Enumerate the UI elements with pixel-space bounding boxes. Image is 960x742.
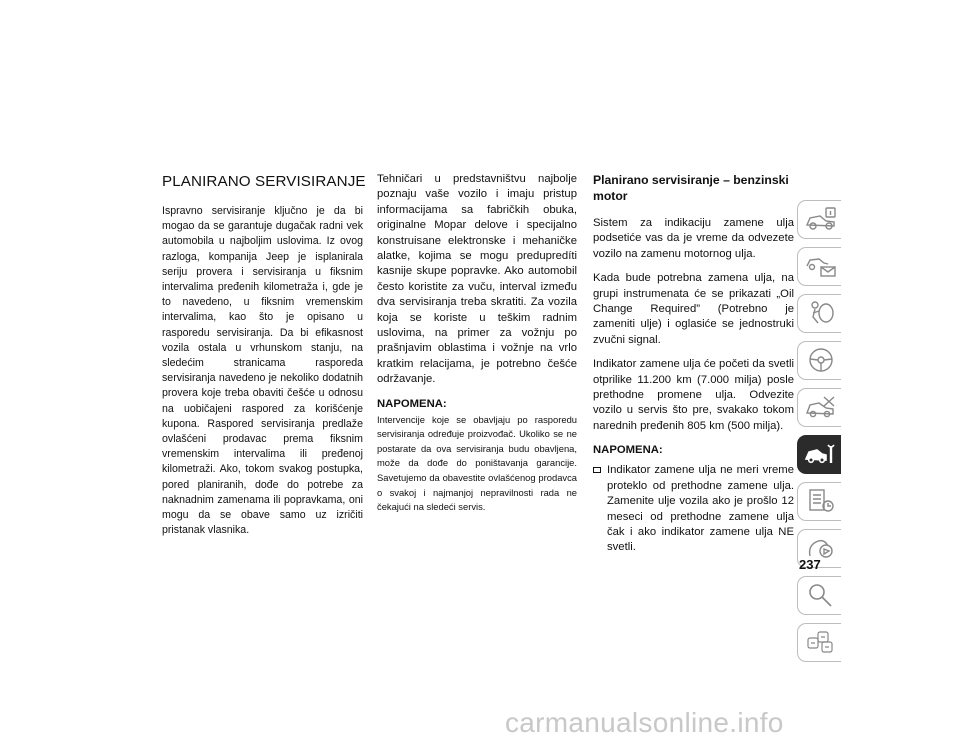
watermark: carmanualsonline.info <box>505 707 784 738</box>
tab-safety[interactable] <box>797 294 841 333</box>
car-mail-icon <box>804 252 838 280</box>
tab-specifications[interactable] <box>797 482 841 521</box>
note-bullet-text: Indikator zamene ulja ne meri vreme proteklo od prethodne zamene ulja. Zamenite ulje vozila ako je prošlo 12 meseci od prethodne zamene ulja čak i ako indikator zamene ulja NE svetli. <box>607 464 794 554</box>
car-info-icon <box>804 205 838 233</box>
note-text: Intervencije koje se obavljaju po rasporedu servisiranja određuje proizvođač. Ukoliko se ne postarate da ova servisiranja budu obavljena, može da dođe do poništavanja garancije. Savetujemo da obavestite ovlašćenog prodavca o svakoj i najmanjoj nepravilnosti rada ne čekajući na sledeći servis. <box>377 413 577 513</box>
oil-paragraph-1: Sistem za indikaciju zamene ulja podsetiće vas da je vreme da odvezete vozilo na zamenu motornog ulja. <box>593 217 794 260</box>
car-service-wrench-icon <box>804 440 838 468</box>
oil-paragraph-3: Indikator zamene ulja će početi da svetli otprilike 11.200 km (7.000 milja) posle prethodne promene ulja. Odvezite vozilo u servis što pre, svakako tokom narednih pređenih 805 km (500 milja). <box>593 358 794 432</box>
tab-languages[interactable] <box>797 623 841 662</box>
note-heading: NAPOMENA: <box>593 444 663 457</box>
steering-wheel-icon <box>804 346 838 374</box>
middle-column <box>377 172 577 515</box>
chapter-tabs <box>797 200 841 670</box>
intro-paragraph: Ispravno servisiranje ključno je da bi mogao da se garantuje dugačak radni vek automobila u najboljim uslovima. Iz ovog razloga, kompanija Jeep je isplanirala seriju provera i servisiranja u fiksnim intervalima pređenih kilometraža i, gde je to navedeno, u fiksnim vremenskim intervalima, kao što je opisano u rasporedu servisiranja. Da bi efikasnost vozila ostala u vrhunskom stanju, na sledećim stranicama rasporeda servisiranja navedeno je nekoliko dodatnih provera koje treba obaviti češće u odnosu na uobičajeni raspored za korišćenje kupona. Raspored servisiranja predlaže ovlašćeni prodavac prema fiksnim vremenskim intervalima ili pređenoj kilometraži. Ako, tokom svakog postupka, pored planiranih, dođe do potrebe za naknadnim zamenama ili popravkama, oni mogu da se obave samo uz izričiti pristanak vlasnika. <box>162 205 363 537</box>
right-column <box>593 172 794 556</box>
page-number: 237 <box>799 557 821 572</box>
tab-service[interactable] <box>797 435 841 474</box>
note-bullet <box>593 463 794 555</box>
index-search-icon <box>804 581 838 609</box>
specifications-list-icon <box>804 487 838 515</box>
languages-icon <box>804 628 838 656</box>
car-emergency-icon <box>804 393 838 421</box>
tab-index[interactable] <box>797 576 841 615</box>
tab-emergency[interactable] <box>797 388 841 427</box>
left-column <box>162 172 366 538</box>
tab-steering[interactable] <box>797 341 841 380</box>
tab-car-mail[interactable] <box>797 247 841 286</box>
tab-car-info[interactable] <box>797 200 841 239</box>
bullet-square-icon <box>593 467 601 473</box>
page-title: PLANIRANO SERVISIRANJE <box>162 173 366 190</box>
dealer-paragraph: Tehničari u predstavništvu najbolje poznaju vaše vozilo i imaju pristup informacijama sa fabričkih obuka, originalne Mopar delove i specijalno konstruisane elektronske i mehaničke alatke, kojima se mogu predupredíti kasnije skupe popravke. Ako automobil često koristite za vuču, interval između dva servisiranja treba skratiti. Za vozila koja se koriste u teškim radnim uslovima, na primer za vožnju po prašnjavim oblastima i vožnje na vrlo kratkim relacijama, je potrebno češće održavanje. <box>377 173 577 386</box>
airbag-safety-icon <box>804 299 838 327</box>
note-heading: NAPOMENA: <box>377 397 447 410</box>
section-heading: Planirano servisiranje – benzinski motor <box>593 173 789 203</box>
oil-paragraph-2: Kada bude potrebna zamena ulja, na grupi instrumenata će se prikazati „Oil Change Required” (Potrebno je zameniti ulje) i oglasiće se jednostruki zvučni signal. <box>593 272 794 346</box>
